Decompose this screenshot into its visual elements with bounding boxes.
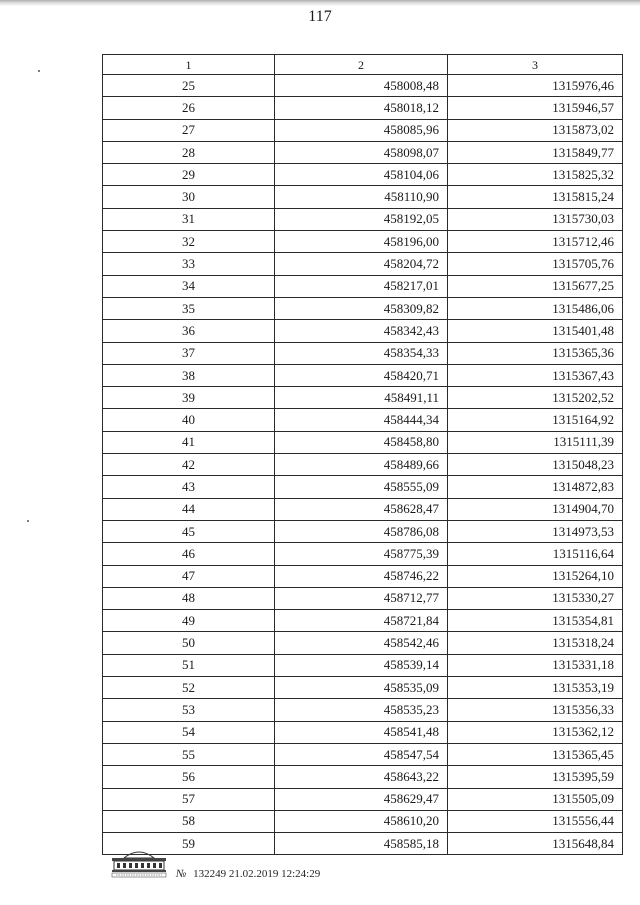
x-coordinate-cell: 458535,09: [275, 677, 448, 699]
table-row: [103, 297, 623, 319]
y-coordinate-cell: 1315367,43: [448, 364, 623, 386]
table-row: [103, 431, 623, 453]
point-number-cell: 37: [103, 342, 275, 364]
column-header: 1: [103, 55, 275, 75]
table-row: [103, 141, 623, 163]
table-header-row: [103, 55, 623, 75]
x-coordinate-cell: 458542,46: [275, 632, 448, 654]
x-coordinate-cell: 458610,20: [275, 810, 448, 832]
column-header: 2: [275, 55, 448, 75]
table-row: [103, 164, 623, 186]
point-number-cell: 29: [103, 164, 275, 186]
point-number-cell: 28: [103, 141, 275, 163]
y-coordinate-cell: 1315815,24: [448, 186, 623, 208]
table-row: [103, 208, 623, 230]
table-row: [103, 119, 623, 141]
table-row: [103, 587, 623, 609]
y-coordinate-cell: 1315354,81: [448, 610, 623, 632]
scan-edge: [0, 0, 640, 6]
point-number-cell: 31: [103, 208, 275, 230]
point-number-cell: 27: [103, 119, 275, 141]
table-row: [103, 654, 623, 676]
point-number-cell: 47: [103, 565, 275, 587]
x-coordinate-cell: 458535,23: [275, 699, 448, 721]
y-coordinate-cell: 1315556,44: [448, 810, 623, 832]
table-row: [103, 342, 623, 364]
point-number-cell: 43: [103, 476, 275, 498]
table-row: [103, 743, 623, 765]
x-coordinate-cell: 458628,47: [275, 498, 448, 520]
x-coordinate-cell: 458018,12: [275, 97, 448, 119]
x-coordinate-cell: 458539,14: [275, 654, 448, 676]
point-number-cell: 36: [103, 320, 275, 342]
x-coordinate-cell: 458204,72: [275, 253, 448, 275]
y-coordinate-cell: 1315164,92: [448, 409, 623, 431]
table-row: [103, 476, 623, 498]
y-coordinate-cell: 1315048,23: [448, 454, 623, 476]
column-header: 3: [448, 55, 623, 75]
table-row: [103, 320, 623, 342]
y-coordinate-cell: 1315330,27: [448, 587, 623, 609]
table-row: [103, 520, 623, 542]
document-id: 132249: [193, 868, 227, 880]
table-row: [103, 632, 623, 654]
x-coordinate-cell: 458309,82: [275, 297, 448, 319]
x-coordinate-cell: 458555,09: [275, 476, 448, 498]
x-coordinate-cell: 458629,47: [275, 788, 448, 810]
x-coordinate-cell: 458775,39: [275, 543, 448, 565]
point-number-cell: 33: [103, 253, 275, 275]
table-row: [103, 498, 623, 520]
point-number-cell: 40: [103, 409, 275, 431]
building-stamp-icon: [110, 848, 168, 883]
y-coordinate-cell: 1315362,12: [448, 721, 623, 743]
table-row: [103, 231, 623, 253]
point-number-cell: 35: [103, 297, 275, 319]
y-coordinate-cell: 1314872,83: [448, 476, 623, 498]
table-row: [103, 833, 623, 855]
x-coordinate-cell: 458721,84: [275, 610, 448, 632]
table-row: [103, 677, 623, 699]
number-sign: №: [176, 868, 187, 880]
point-number-cell: 57: [103, 788, 275, 810]
point-number-cell: 25: [103, 75, 275, 97]
y-coordinate-cell: 1315264,10: [448, 565, 623, 587]
y-coordinate-cell: 1315705,76: [448, 253, 623, 275]
y-coordinate-cell: 1315353,19: [448, 677, 623, 699]
scan-speck: [38, 70, 40, 72]
table-row: [103, 810, 623, 832]
y-coordinate-cell: 1315486,06: [448, 297, 623, 319]
table-row: [103, 253, 623, 275]
point-number-cell: 59: [103, 833, 275, 855]
point-number-cell: 46: [103, 543, 275, 565]
table-row: [103, 364, 623, 386]
x-coordinate-cell: 458458,80: [275, 431, 448, 453]
table-row: [103, 387, 623, 409]
x-coordinate-cell: 458491,11: [275, 387, 448, 409]
x-coordinate-cell: 458643,22: [275, 766, 448, 788]
x-coordinate-cell: 458746,22: [275, 565, 448, 587]
y-coordinate-cell: 1315365,45: [448, 743, 623, 765]
document-footer: [176, 868, 320, 880]
y-coordinate-cell: 1315111,39: [448, 431, 623, 453]
point-number-cell: 38: [103, 364, 275, 386]
point-number-cell: 30: [103, 186, 275, 208]
y-coordinate-cell: 1315401,48: [448, 320, 623, 342]
x-coordinate-cell: 458342,43: [275, 320, 448, 342]
table-row: [103, 409, 623, 431]
table-row: [103, 721, 623, 743]
point-number-cell: 56: [103, 766, 275, 788]
y-coordinate-cell: 1315873,02: [448, 119, 623, 141]
point-number-cell: 51: [103, 654, 275, 676]
point-number-cell: 50: [103, 632, 275, 654]
y-coordinate-cell: 1315331,18: [448, 654, 623, 676]
point-number-cell: 34: [103, 275, 275, 297]
y-coordinate-cell: 1315356,33: [448, 699, 623, 721]
x-coordinate-cell: 458110,90: [275, 186, 448, 208]
x-coordinate-cell: 458444,34: [275, 409, 448, 431]
table-row: [103, 565, 623, 587]
x-coordinate-cell: 458085,96: [275, 119, 448, 141]
y-coordinate-cell: 1314904,70: [448, 498, 623, 520]
scan-speck: [27, 520, 29, 522]
point-number-cell: 39: [103, 387, 275, 409]
y-coordinate-cell: 1315202,52: [448, 387, 623, 409]
table-row: [103, 454, 623, 476]
x-coordinate-cell: 458217,01: [275, 275, 448, 297]
y-coordinate-cell: 1315116,64: [448, 543, 623, 565]
point-number-cell: 26: [103, 97, 275, 119]
x-coordinate-cell: 458541,48: [275, 721, 448, 743]
table-row: [103, 699, 623, 721]
x-coordinate-cell: 458192,05: [275, 208, 448, 230]
x-coordinate-cell: 458098,07: [275, 141, 448, 163]
y-coordinate-cell: 1315505,09: [448, 788, 623, 810]
x-coordinate-cell: 458196,00: [275, 231, 448, 253]
y-coordinate-cell: 1315318,24: [448, 632, 623, 654]
y-coordinate-cell: 1315825,32: [448, 164, 623, 186]
table-row: [103, 75, 623, 97]
y-coordinate-cell: 1315712,46: [448, 231, 623, 253]
point-number-cell: 49: [103, 610, 275, 632]
table-row: [103, 186, 623, 208]
table-row: [103, 610, 623, 632]
point-number-cell: 42: [103, 454, 275, 476]
y-coordinate-cell: 1315849,77: [448, 141, 623, 163]
point-number-cell: 48: [103, 587, 275, 609]
y-coordinate-cell: 1315365,36: [448, 342, 623, 364]
document-timestamp: 21.02.2019 12:24:29: [228, 868, 321, 880]
y-coordinate-cell: 1314973,53: [448, 520, 623, 542]
point-number-cell: 45: [103, 520, 275, 542]
table-row: [103, 275, 623, 297]
x-coordinate-cell: 458489,66: [275, 454, 448, 476]
point-number-cell: 52: [103, 677, 275, 699]
point-number-cell: 53: [103, 699, 275, 721]
y-coordinate-cell: 1315648,84: [448, 833, 623, 855]
y-coordinate-cell: 1315976,46: [448, 75, 623, 97]
x-coordinate-cell: 458104,06: [275, 164, 448, 186]
point-number-cell: 55: [103, 743, 275, 765]
table-body: [103, 75, 623, 855]
page-number: 117: [308, 8, 332, 25]
point-number-cell: 32: [103, 231, 275, 253]
table-row: [103, 97, 623, 119]
x-coordinate-cell: 458547,54: [275, 743, 448, 765]
table-row: [103, 766, 623, 788]
table-row: [103, 788, 623, 810]
point-number-cell: 54: [103, 721, 275, 743]
x-coordinate-cell: 458712,77: [275, 587, 448, 609]
x-coordinate-cell: 458420,71: [275, 364, 448, 386]
x-coordinate-cell: 458008,48: [275, 75, 448, 97]
coordinates-table: [102, 54, 623, 855]
y-coordinate-cell: 1315946,57: [448, 97, 623, 119]
x-coordinate-cell: 458354,33: [275, 342, 448, 364]
table-row: [103, 543, 623, 565]
y-coordinate-cell: 1315677,25: [448, 275, 623, 297]
point-number-cell: 58: [103, 810, 275, 832]
y-coordinate-cell: 1315730,03: [448, 208, 623, 230]
x-coordinate-cell: 458786,08: [275, 520, 448, 542]
point-number-cell: 44: [103, 498, 275, 520]
x-coordinate-cell: 458585,18: [275, 833, 448, 855]
y-coordinate-cell: 1315395,59: [448, 766, 623, 788]
point-number-cell: 41: [103, 431, 275, 453]
